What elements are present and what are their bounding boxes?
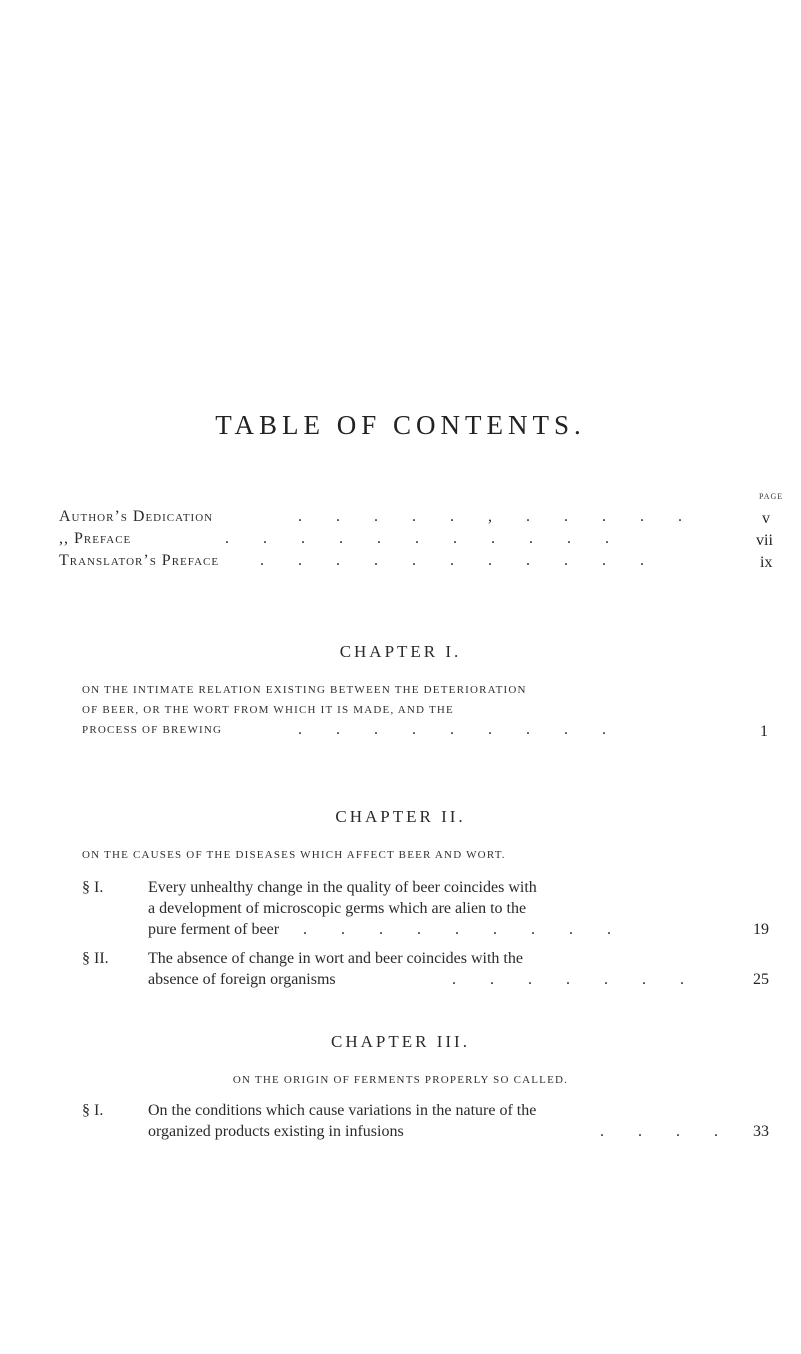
chapter-1-title-line-1: ON THE INTIMATE RELATION EXISTING BETWEEN THE DETERIORATION bbox=[82, 684, 527, 696]
toc-entry-dedication-leader: . . . . . , . . . . . bbox=[298, 508, 697, 525]
chapter-2-subtitle: ON THE CAUSES OF THE DISEASES WHICH AFFECT BEER AND WORT. bbox=[82, 849, 506, 861]
chapter-1-page: 1 bbox=[760, 723, 768, 740]
chapter-2-heading: CHAPTER II. bbox=[335, 807, 466, 826]
chapter-2-section-2-leader: . . . . . . . bbox=[452, 971, 699, 988]
chapter-3-section-1-line-2: organized products existing in infusions bbox=[148, 1123, 404, 1140]
toc-entry-preface-page: vii bbox=[756, 532, 773, 549]
toc-entry-preface-leader: . . . . . . . . . . . bbox=[225, 530, 624, 547]
chapter-3-section-1-number: § I. bbox=[82, 1102, 104, 1119]
page-title: TABLE OF CONTENTS. bbox=[215, 410, 586, 440]
chapter-3-heading: CHAPTER III. bbox=[331, 1032, 470, 1051]
toc-entry-dedication-page: v bbox=[762, 510, 770, 527]
chapter-2-section-2-line-1: The absence of change in wort and beer coincides with the bbox=[148, 950, 523, 967]
chapter-2-section-1-number: § I. bbox=[82, 879, 104, 896]
chapter-1-title-line-2: OF BEER, OR THE WORT FROM WHICH IT IS MADE, AND THE bbox=[82, 704, 454, 716]
chapter-2-section-1-page: 19 bbox=[753, 921, 769, 938]
chapter-2-section-2-page: 25 bbox=[753, 971, 769, 988]
chapter-2-section-1-line-3: pure ferment of beer bbox=[148, 921, 280, 938]
toc-entry-preface-label: ,, Preface bbox=[59, 530, 132, 547]
chapter-3-section-1-page: 33 bbox=[753, 1123, 769, 1140]
chapter-2-section-2-number: § II. bbox=[82, 950, 109, 967]
chapter-1-title-line-3: PROCESS OF BREWING bbox=[82, 724, 223, 736]
chapter-2-section-1-line-2: a development of microscopic germs which are alien to the bbox=[148, 900, 527, 917]
chapter-1-leader: . . . . . . . . . bbox=[298, 721, 621, 738]
chapter-3-section-1-leader: . . . . bbox=[600, 1123, 733, 1140]
toc-entry-dedication-label: Author’s Dedication bbox=[59, 508, 214, 525]
chapter-2-section-1-line-1: Every unhealthy change in the quality of beer coincides with bbox=[148, 879, 537, 896]
toc-entry-translator-preface-page: ix bbox=[760, 554, 773, 571]
toc-entry-translator-preface-label: Translator’s Preface bbox=[59, 552, 220, 569]
page-column-label: PAGE bbox=[759, 492, 784, 501]
chapter-2-section-1-leader: . . . . . . . . . bbox=[303, 921, 626, 938]
chapter-2-section-2-line-2: absence of foreign organisms bbox=[148, 971, 336, 988]
chapter-3-section-1-line-1: On the conditions which cause variations in the nature of the bbox=[148, 1102, 537, 1119]
chapter-1-heading: CHAPTER I. bbox=[339, 642, 462, 661]
chapter-3-subtitle: ON THE ORIGIN OF FERMENTS PROPERLY SO CALLED. bbox=[232, 1074, 569, 1086]
toc-entry-translator-preface-leader: . . . . . . . . . . . bbox=[260, 552, 659, 569]
